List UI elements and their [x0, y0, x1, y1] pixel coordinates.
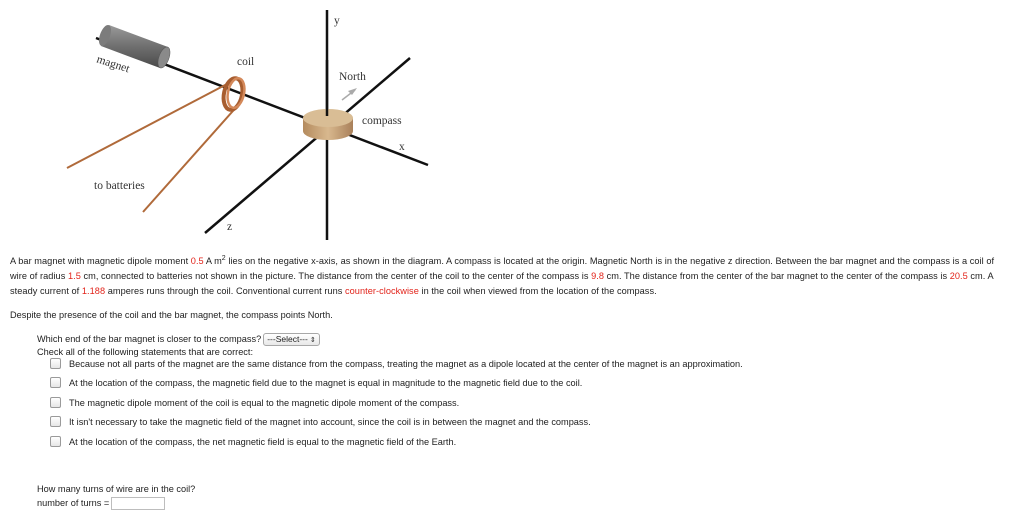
problem-text: A bar magnet with magnetic dipole moment 0.5 A $m^2$ lies on the negative x-axis, as shown in the diagram. A compass is located at the origin. Magnetic North is in the negative z direction. Between the bar magnet and the compass is a coil of wire of radius 1.5 cm, connected to batteries not shown in the picture. The distance from the center of the coil to the center of the compass is 9.8 cm. The distance from the center of the bar magnet to the center of the compass is 20.5 cm. A steady current of 1.188 amperes runs through the coil. Conventional current runs counter-clockwise in the coil when viewed from the location of the compass.	[10, 254, 995, 297]
compass-label: compass	[362, 115, 402, 127]
current-direction: counter-clockwise	[345, 286, 419, 297]
turns-input[interactable]	[111, 497, 165, 510]
magnet-end-select[interactable]: ---Select--- ⇕	[263, 333, 319, 346]
radius-value: 1.5	[67, 271, 81, 282]
option-row[interactable]: At the location of the compass, the magnetic field due to the magnet is equal in magnitude to the magnetic field due to the coil.	[50, 378, 582, 392]
battery-wire	[67, 84, 227, 168]
check-prompt: Check all of the following statements that are correct:	[37, 347, 254, 357]
dipole-moment-value: 0.5	[190, 256, 204, 266]
magnet-label: magnet	[95, 53, 131, 76]
coil-label: coil	[237, 56, 255, 68]
turns-row: number of turns =	[37, 497, 165, 510]
coil	[221, 76, 247, 111]
option-checkbox[interactable]	[50, 358, 61, 369]
magnet-distance-value: 20.5	[949, 271, 968, 282]
physics-diagram	[0, 0, 1024, 250]
option-checkbox[interactable]	[50, 416, 61, 427]
turns-question: How many turns of wire are in the coil?	[37, 484, 196, 494]
current-value: 1.188	[81, 286, 106, 297]
coil-distance-value: 9.8	[591, 271, 605, 282]
batteries-label: to batteries	[94, 180, 145, 192]
option-row[interactable]: At the location of the compass, the net magnetic field is equal to the magnetic field of the Earth.	[50, 437, 456, 451]
question-magnet-end: Which end of the bar magnet is closer to the compass? ---Select--- ⇕	[37, 333, 320, 346]
y-axis-label: y	[334, 15, 340, 27]
z-axis-label: z	[227, 221, 233, 233]
option-row[interactable]: The magnetic dipole moment of the coil is equal to the magnetic dipole moment of the compass.	[50, 398, 459, 412]
option-row[interactable]: Because not all parts of the magnet are the same distance from the compass, treating the magnet as a dipole located at the center of the magnet is an approximation.	[50, 359, 743, 373]
option-checkbox[interactable]	[50, 436, 61, 447]
north-label: North	[339, 71, 366, 83]
select-arrows-icon: ⇕	[309, 337, 316, 344]
option-checkbox[interactable]	[50, 377, 61, 388]
option-checkbox[interactable]	[50, 397, 61, 408]
north-arrow-icon	[342, 88, 357, 100]
statement-text: Despite the presence of the coil and the bar magnet, the compass points North.	[10, 310, 333, 320]
x-axis-label: x	[399, 141, 405, 153]
option-row[interactable]: It isn't necessary to take the magnetic field of the magnet into account, since the coil is in between the magnet and the compass.	[50, 417, 591, 431]
